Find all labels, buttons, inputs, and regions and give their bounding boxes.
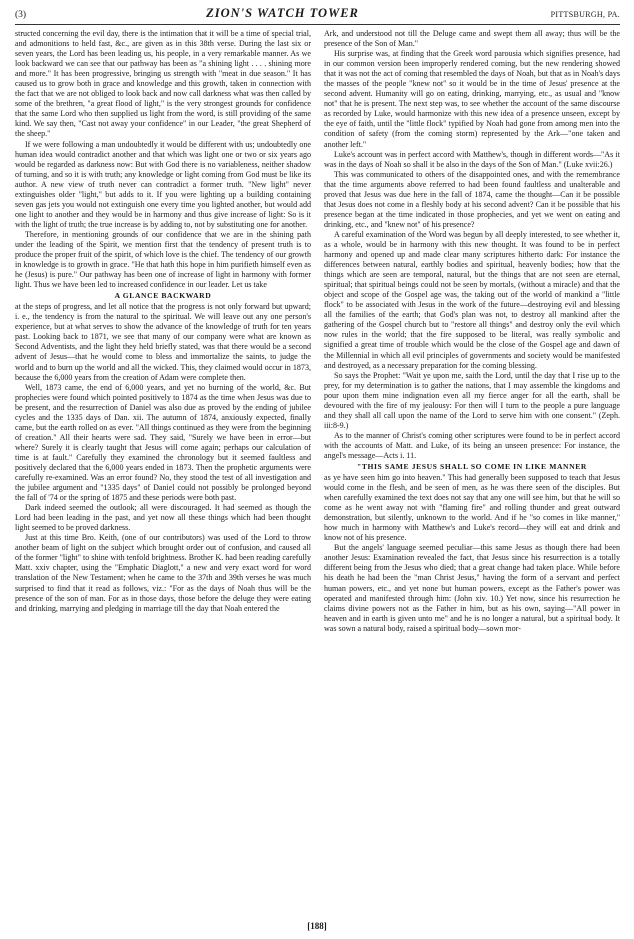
paragraph: Ark, and understood not till the Deluge came and swept them all away; thus will be the presence of the Son of Man." [324, 29, 620, 49]
page-folio: [188] [307, 921, 327, 931]
article-columns [15, 29, 620, 909]
right-column [324, 29, 620, 909]
left-column [15, 29, 311, 909]
paragraph: Just at this time Bro. Keith, (one of our contributors) was used of the Lord to throw another beam of light on the subject which brought order out of confusion, and caused all of the former "light" to shine with tenfold brightness. Brother K. had been reading carefully Matt. xxiv chapter, using the "Emphatic Diaglott," a new and very exact word for word translation of the New Testament; when he came to the 37th and 39th verses he was much surprised to find that it read as follows, viz.: "For as the days of Noah thus will be the presence of the son of man. For as in those days, those before the deluge they were eating and drinking, marrying and pledging in marriage till the day that Noah entered the [15, 533, 311, 613]
section-heading: "THIS SAME JESUS SHALL SO COME IN LIKE MANNER [357, 462, 587, 472]
header-rule [15, 24, 620, 25]
paragraph: as ye have seen him go into heaven." This had generally been supposed to teach that Jesus would come in the flesh, and be seen of men, as he was there seen of the disciples. But when carefully examined the text does not say that any one will see him, but that he will so come as he went away not with "flaming fire" and rolling thunder and great outward demonstration, but silently, unknown to the world. And if he "so comes in like manner," how much in harmony with Matthew's and Luke's record—they will eat and drink and know not of his presence. [324, 473, 620, 543]
paragraph: Therefore, in mentioning grounds of our confidence that we are in the shining path under the leading of the Spirit, we mention first that the tendency of present truth is to produce the proper fruit of the spirit, of which love is the chief. The tendency of our growth in knowledge is to growth in grace. "He that hath this hope in him purifieth himself even as he (Jesus) is pure." Our pathway has been one of increase of light in harmony with former light. Thus we have been led to increased confidence in our leader. Let us take [15, 229, 311, 290]
paragraph: As to the manner of Christ's coming other scriptures were found to be in perfect accord with the accounts of Matt. and Luke, of its being an unseen presence: For instance, the angel's message—Acts i. 11. [324, 430, 620, 460]
paragraph: This was communicated to others of the disappointed ones, and with the remembrance that the time arguments above referred to had been found faultless and unalterable and proved that Jesus was due here in the fall of 1874, came the thought—Can it be possible that Jesus does not come in a fleshly body at his second advent? Can it be possible that his presence began at the time indicated in those prophecies, and yet we went on eating and drinking, etc., and "knew not" of his presence? [324, 169, 620, 229]
section-heading: A GLANCE BACKWARD [114, 291, 212, 301]
paragraph: Well, 1873 came, the end of 6,000 years, and yet no burning of the world, &c. But prophecies were found which pointed positively to 1874 as the time when Jesus was due to be present, and the resurrection of Daniel was also due as proved by the ending of jubilee cycles and the 1335 days of Dan. xii. The autumn of 1874, anxiously expected, finally came, but the earth rolled on as ever. "All things continued as they were from the beginning of creation." All their hearts were sad. They said, "Surely we have been in error—but where? Surely it is clearly taught that Jesus will come again; perhaps our calculation of time is at fault." Carefully they examined the chronology but it seemed faultless and positively declared that the 6,000 years ended in 1873. Then the prophetic arguments were carefully re-examined. Was an error found? No, they stood the test of all investigation and the jubilee argument and "1335 days" of Daniel could not possibly be prolonged beyond the fall of '74 or the spring of 1875 and these periods were both past. [15, 382, 311, 503]
paragraph: So says the Prophet: "Wait ye upon me, saith the Lord, until the day that I rise up to the prey, for my determination is to gather the nations, that I may assemble the kingdoms and pour upon them mine indignation even all my fierce anger for all the earth, shall be devoured with the fire of my jealousy: For then will I turn to the people a pure language and they shall all call upon the name of the Lord to serve him with one consent." (Zeph. iii:8-9.) [324, 370, 620, 430]
page-header [15, 6, 620, 22]
paragraph: His surprise was, at finding that the Greek word parousia which signifies presence, had in our common version been improperly rendered coming, but the new rendering showed that it was not the act of coming that resembled the days of Noah, but that as in Noah's days the masses of the people "knew not" so it would be in the time of Jesus' presence at the second advent. Humanity will go on eating, drinking, marrying, etc., as usual and "know not" that he is present. The next step was, to see whether the account of the same discourse as recorded by Luke, would harmonize with this new idea of a presence unseen, except by the eye of faith, until the "little flock" typified by Noah had gone from among men into the condition of safety (from the coming storm) represented by the Ark—"one taken and another left." [324, 49, 620, 149]
paragraph: But the angels' language seemed peculiar—this same Jesus as though there had been another Jesus: Examination revealed the fact, that Jesus since his resurrection is a totally different being from the Jesus who died; that a great change had taken place. While before his death he had been the "man Christ Jesus," having the form of a servant and perfect human powers, etc., and yet none but human powers, except as the Father's power was operated and manifested through him: (John xiv. 10.) Yet now, since his resurrection he claims divine powers not as the Father in him, but as his own, saying—"All power in heaven and in earth is given unto me" and he is no longer a natural, but a spiritual body. It was sown a natural body, raised a spiritual body—sown mor- [324, 543, 620, 633]
paragraph: structed concerning the evil day, there is the intimation that it will be a time of special trial, and admonitions to held fast, &c., are given as in this 38th verse. During the last six or seven years, the Lord has been leading us, his people, in a very remarkable manner. As we look backward we can see that our pathway has been as "a shining light . . . . shining more and more." It has been progressive, bringing us strength with "meat in due season." It has caused us to grow both in grace and knowledge and this growth, taken in connection with the fact that we are not obliged to look back and now call darkness what was then called by some of the brethren, "a great flood of light," is the very strongest grounds for confidence that the same Lord who then supplied us light from the word, is still providing of the same kind. We say then, "Cast not away your confidence" in our Leader, "the great Shepherd of the sheep." [15, 29, 311, 139]
paragraph: at the steps of progress, and let all notice that the progress is not only forward but upward; i. e., the tendency is from the natural to the spiritual. We will leave out any one person's experience, but at what serves to show the advance of the knowledge of truth for ten years past. Looking back to 1871, we see that many of our company were what are known as Second Adventists, and the light they held briefly stated, was that there would be a second advent of Jesus—that he would come to bless and immortalize the saints, to judge the world and to burn up the world and all the wicked. This, they claimed would occur in 1873, because the 6,000 years from the creation of Adam were complete then. [15, 302, 311, 382]
paragraph: Luke's account was in perfect accord with Matthew's, though in different words—"As it was in the days of Noah so shall it be also in the days of the Son of Man." (Luke xvii:26.) [324, 149, 620, 169]
paragraph: Dark indeed seemed the outlook; all were discouraged. It had seemed as though the Lord had been leading in the past, and yet now all these things which had been thought light seemed to be proved darkness. [15, 503, 311, 533]
paragraph: If we were following a man undoubtedly it would be different with us; undoubtedly one human idea would contradict another and that which was light one or two or six years ago would be regarded as darkness now: But with God there is no variableness, neither shadow of turning, and so it is with truth; any knowledge or light coming from God must be like its author. A new view of truth never can contradict a former truth. "New light" never extinguishes older "light," but adds to it. If you were lighting up a building containing seven gas jets you would not extinguish one every time you lighted another, but would add one light to another and they would be in harmony and thus give increase of light: So is it with the light of truth; the true increase is by adding to, not by substituting one for another. [15, 139, 311, 229]
masthead-title: ZION'S WATCH TOWER [206, 6, 359, 20]
paragraph: A careful examination of the Word was begun by all deeply interested, to see whether it, as a whole, would be in harmony with this new thought. It was found to be in perfect harmony and opened up and made clear many scriptures hitherto dark: For instance the differences between natural, earthly bodies and spiritual, heavenly bodies; how that the things which are seen are temporal, natural, but the things that are not seen are eternal, spiritual; that spiritual beings could not be seen by mortals, (without a miracle) and that the object and scope of the Gospel age was, the taking out of the world of mankind a "little flock" to be associated with Jesus in the work of the future—destroying evil and blessing all the families of the earth; that God's plan was not, to destroy all mankind after the gathering of the Gospel church but to "restore all things" and destroy only the evil which now rules in the world; that the fire supposed to be literal, was really symbolic and signified a great time of trouble which would be the close of the Gospel age and dawn of the Millennial in which all evil principles of governments and society would be manifested and destroyed, as a necessary preparation for the coming blessing. [324, 229, 620, 370]
header-page-number: (3) [15, 10, 27, 20]
header-place: PITTSBURGH, PA. [550, 10, 620, 19]
